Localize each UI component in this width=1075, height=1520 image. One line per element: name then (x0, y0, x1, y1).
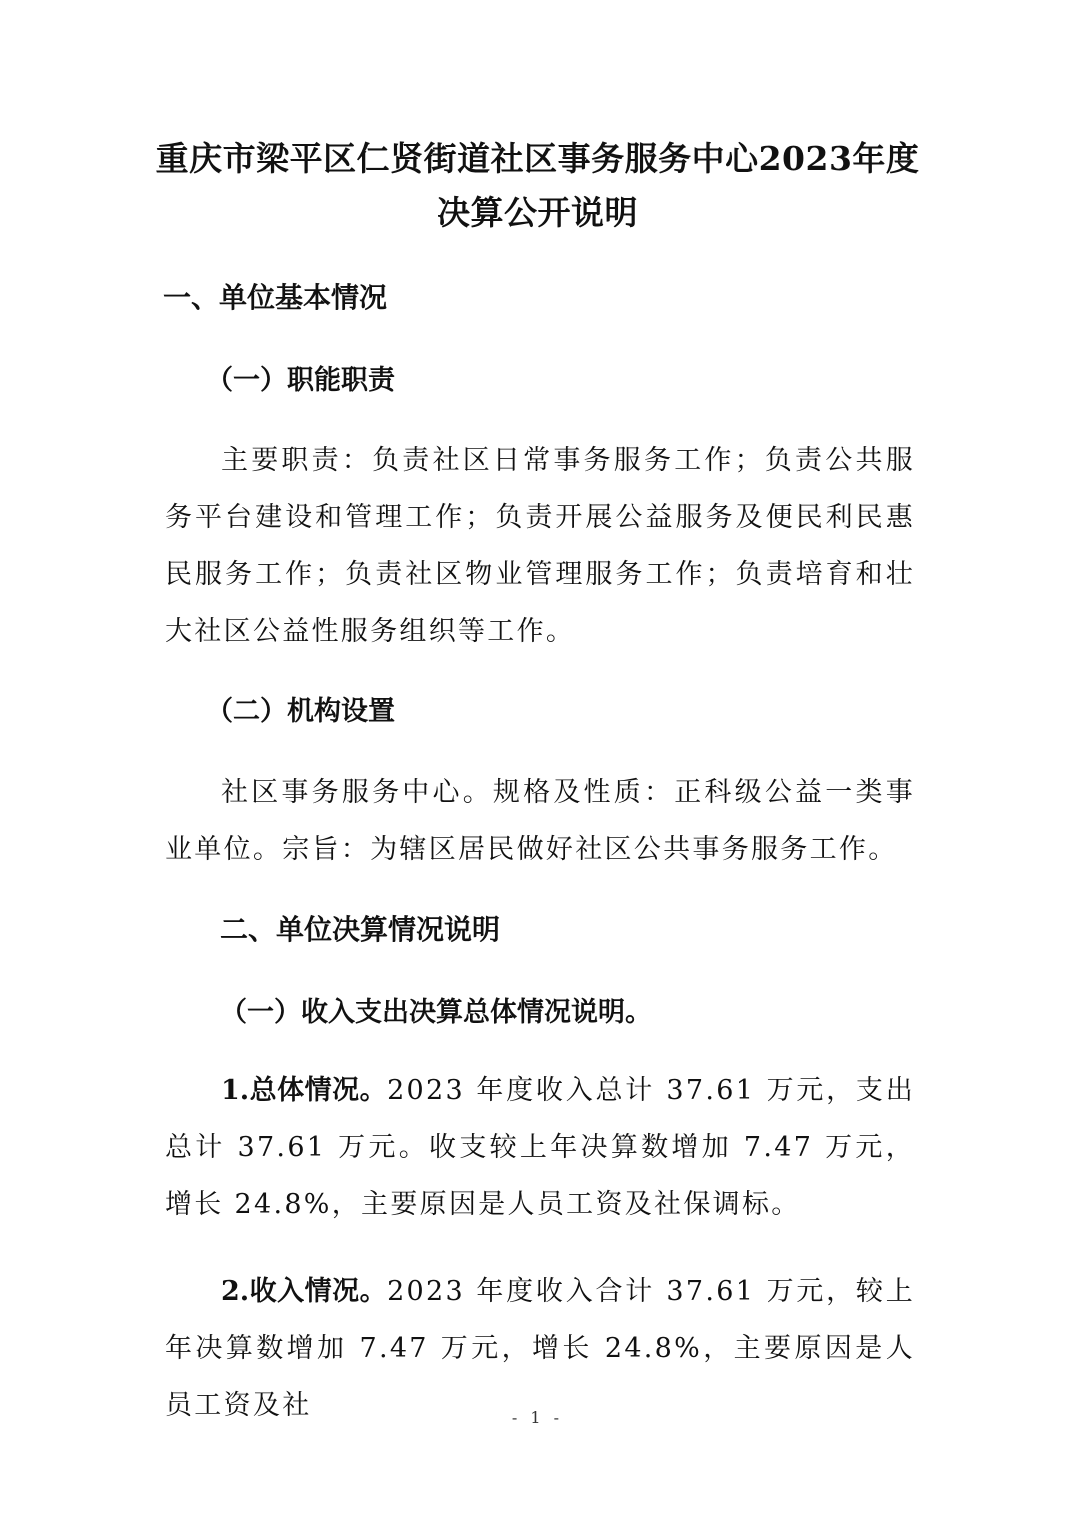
section-1-sub-2-heading: （二）机构设置 (206, 696, 395, 727)
section-1-sub-1-text: 主要职责：负责社区日常事务服务工作；负责公共服务平台建设和管理工作；负责开展公益服务及便民利民惠民服务工作；负责社区物业管理服务工作；负责培育和壮大社区公益性服务组织等工作。 (165, 445, 915, 647)
section-2-item-2-lead: 2.收入情况。 (221, 1276, 388, 1307)
section-2-item-1-lead: 1.总体情况。 (221, 1075, 388, 1106)
section-1-sub-1-heading: （一）职能职责 (206, 365, 395, 396)
page-number: - 1 - (511, 1408, 564, 1427)
document-title-line-1: 重庆市梁平区仁贤街道社区事务服务中心2023年度 (155, 139, 920, 178)
section-2-heading: 二、单位决算情况说明 (220, 913, 501, 946)
section-2-item-2-text: 2023 年度收入合计 37.61 万元，较上年决算数增加 7.47 万元，增长 24.8%，主要原因是人员工资及社 (165, 1276, 915, 1421)
section-1-sub-2-text: 社区事务服务中心。规格及性质：正科级公益一类事业单位。宗旨：为辖区居民做好社区公共事务服务工作。 (165, 777, 915, 865)
section-2-item-1 (165, 1062, 915, 1233)
section-2-item-1-text: 2023 年度收入总计 37.61 万元，支出总计 37.61 万元。收支较上年决算数增加 7.47 万元，增长 24.8%，主要原因是人员工资及社保调标。 (165, 1075, 915, 1220)
section-2-sub-1-heading: （一）收入支出决算总体情况说明。 (220, 997, 652, 1028)
section-1-heading: 一、单位基本情况 (163, 281, 388, 314)
document-title-line-2: 决算公开说明 (437, 193, 638, 232)
